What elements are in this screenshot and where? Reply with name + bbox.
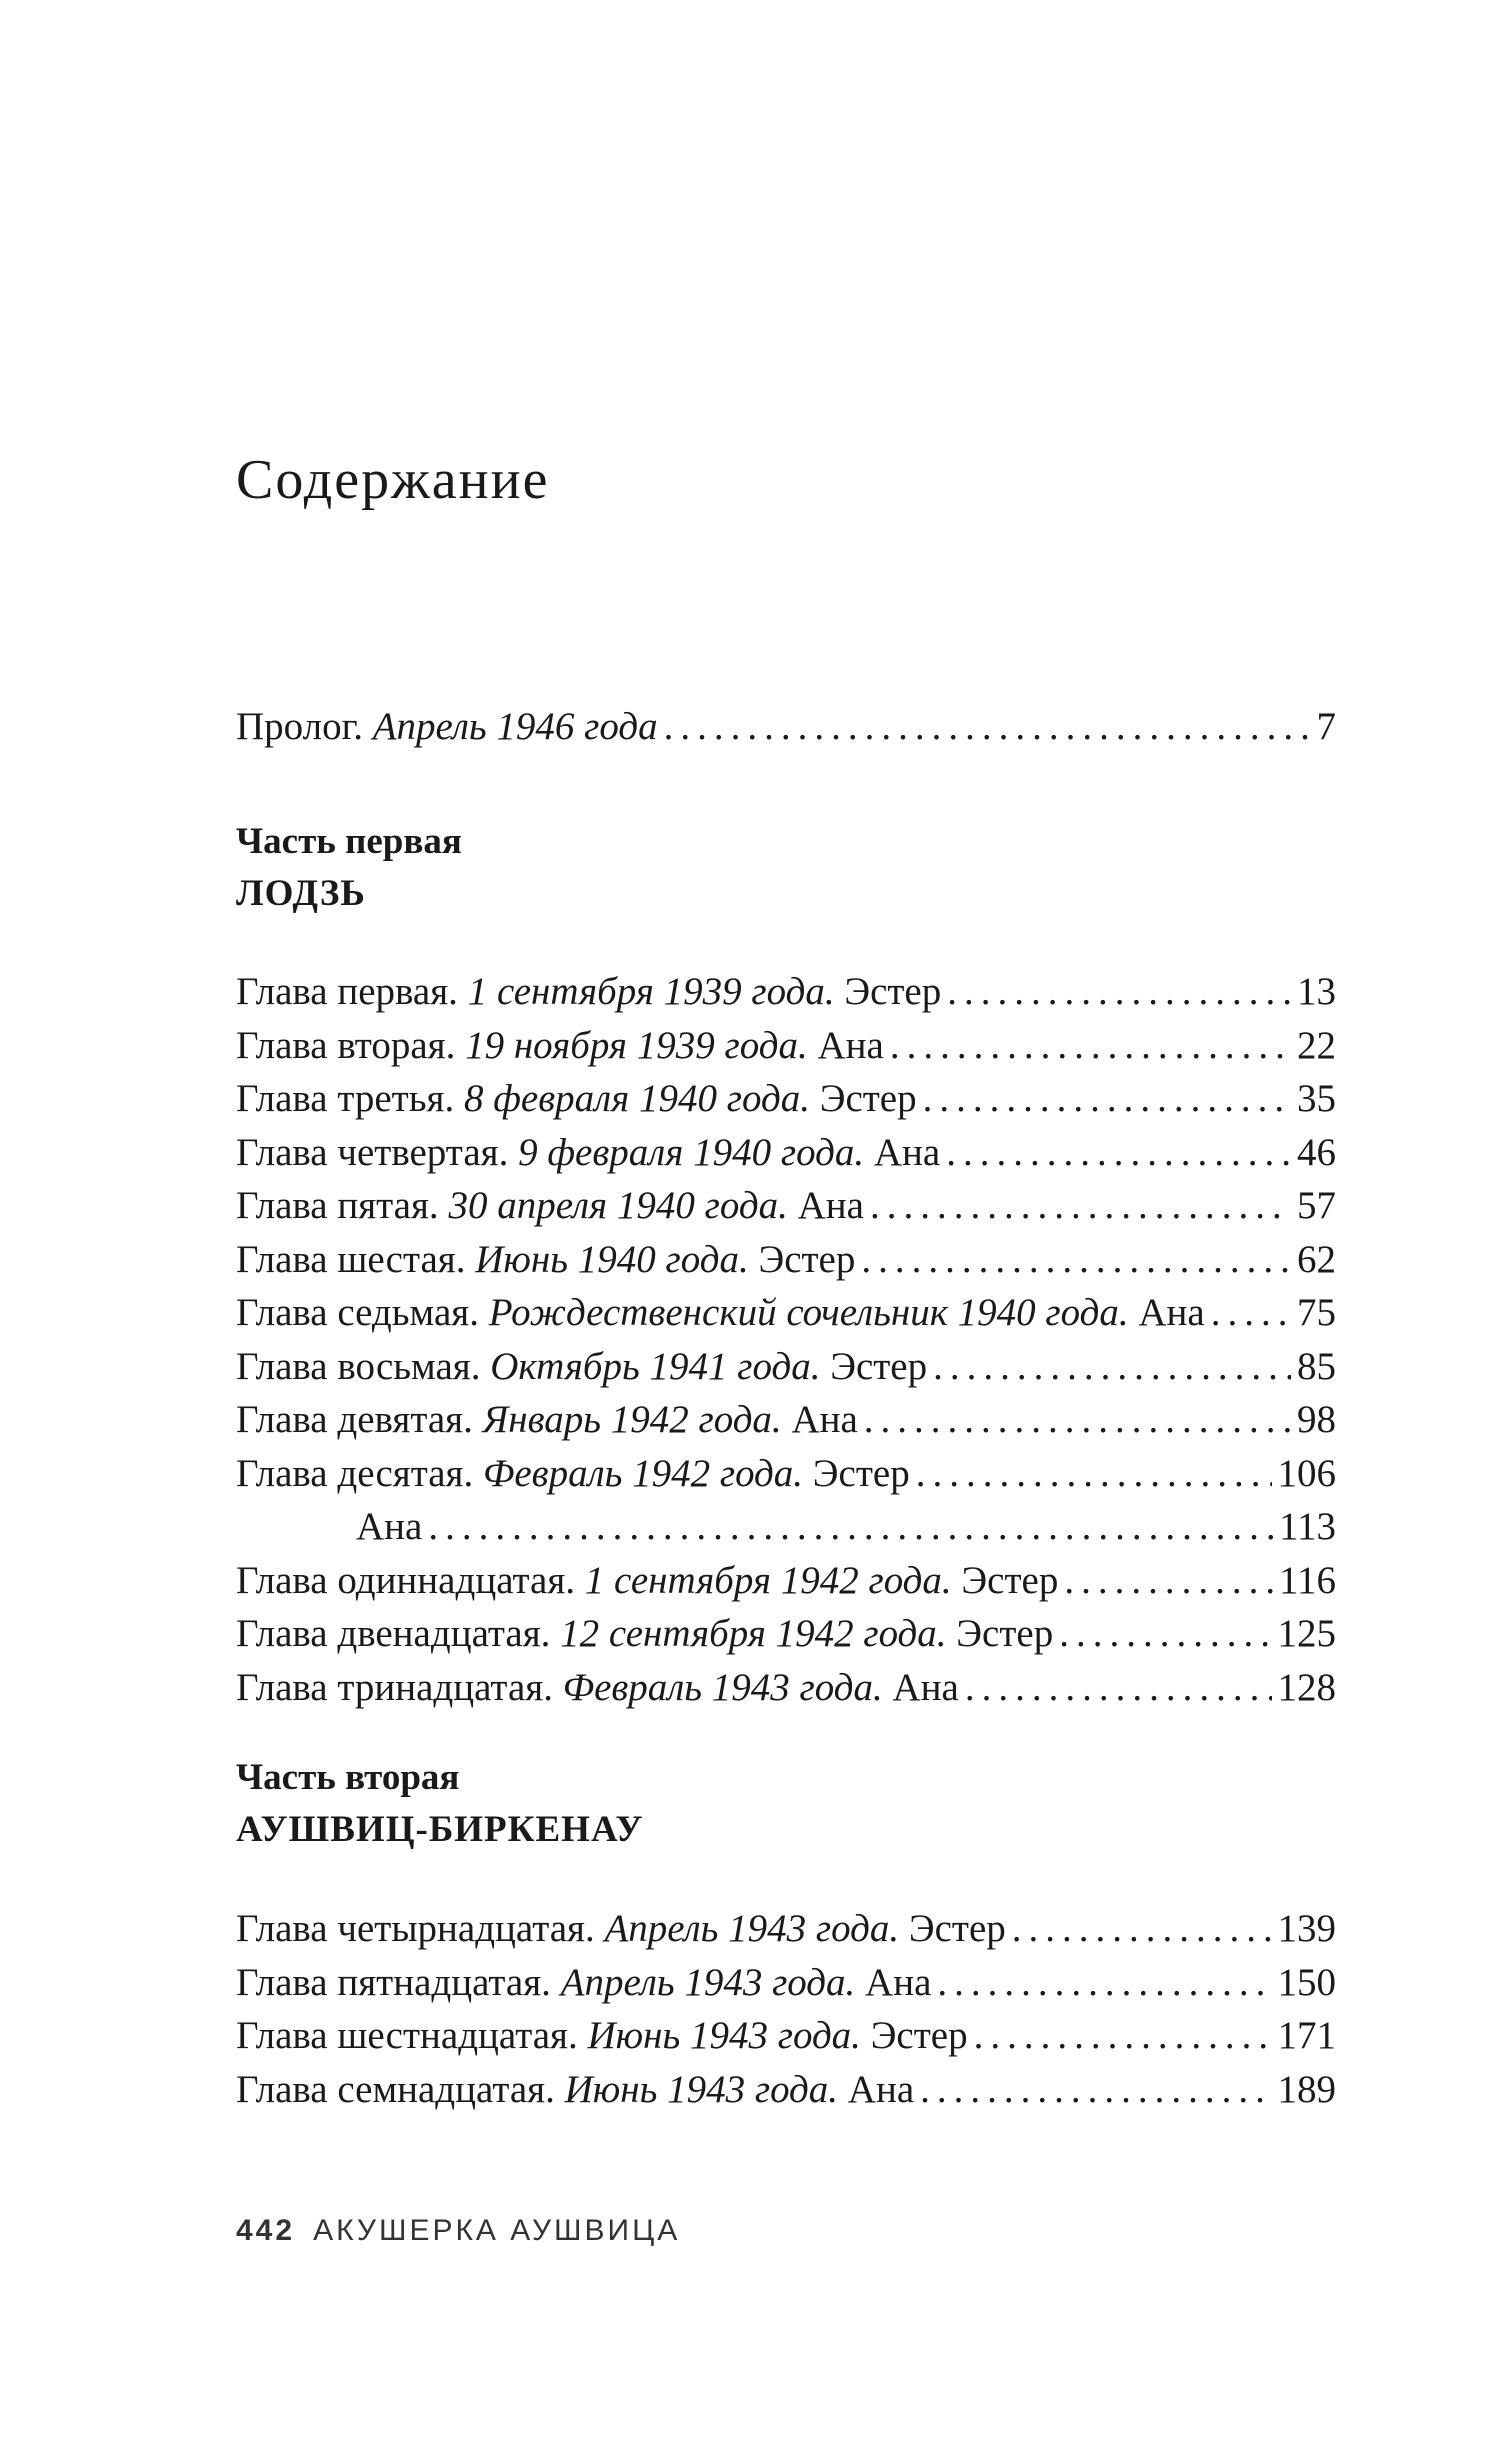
entry-page: 189 bbox=[1277, 2067, 1336, 2111]
dot-leader bbox=[946, 1126, 1291, 1180]
dot-leader bbox=[937, 1956, 1271, 2010]
entry-title bbox=[236, 1447, 910, 1501]
dot-leader bbox=[664, 700, 1311, 754]
entry-title bbox=[236, 1019, 884, 1073]
entry-page: 85 bbox=[1297, 1344, 1336, 1388]
entry-title bbox=[236, 1233, 855, 1287]
entry-date: Февраль 1942 года. bbox=[483, 1451, 804, 1495]
dot-leader bbox=[1064, 1554, 1273, 1608]
entry-suffix: Ана bbox=[817, 1023, 884, 1067]
entry-suffix: Эстер bbox=[956, 1612, 1054, 1655]
entry-label: Глава тринадцатая. bbox=[236, 1665, 553, 1709]
entry-suffix: Ана bbox=[873, 1130, 941, 1174]
entry-title bbox=[236, 1179, 864, 1233]
entry-date: Июнь 1943 года. bbox=[587, 2014, 861, 2057]
entry-suffix: Эстер bbox=[819, 1077, 917, 1120]
toc-entry[interactable] bbox=[236, 1072, 1336, 1126]
entry-title bbox=[236, 1286, 1205, 1340]
entry-suffix: Эстер bbox=[758, 1237, 856, 1281]
entry-page: 7 bbox=[1316, 705, 1336, 748]
entry-label: Глава девятая. bbox=[236, 1398, 473, 1441]
entry-label: Глава четырнадцатая. bbox=[236, 1907, 595, 1950]
entry-suffix: Эстер bbox=[908, 1907, 1006, 1950]
toc-entry[interactable] bbox=[236, 1019, 1336, 1073]
entry-date: Рождественский сочельник 1940 года. bbox=[488, 1291, 1129, 1334]
toc-entry-prologue[interactable] bbox=[236, 700, 1336, 754]
toc-entry[interactable] bbox=[236, 1233, 1336, 1287]
dot-leader bbox=[1059, 1607, 1271, 1661]
toc-entry[interactable] bbox=[236, 1447, 1336, 1501]
dot-leader bbox=[428, 1500, 1273, 1554]
prologue-section bbox=[236, 700, 1336, 754]
dot-leader bbox=[870, 1179, 1291, 1233]
page-footer bbox=[236, 2214, 680, 2248]
entry-label: Глава шестнадцатая. bbox=[236, 2014, 578, 2057]
entry-page: 125 bbox=[1277, 1612, 1336, 1655]
entry-date: Январь 1942 года. bbox=[482, 1398, 782, 1441]
entry-label: Пролог. bbox=[236, 705, 363, 748]
entry-title bbox=[236, 1340, 927, 1394]
entry-page: 98 bbox=[1297, 1398, 1336, 1441]
entry-page: 171 bbox=[1277, 2014, 1336, 2057]
entry-page: 106 bbox=[1277, 1451, 1336, 1495]
dot-leader bbox=[923, 1072, 1291, 1126]
toc-entry[interactable] bbox=[236, 1554, 1336, 1608]
entry-title bbox=[236, 1554, 1058, 1608]
entry-page: 46 bbox=[1297, 1130, 1336, 1174]
part2-header bbox=[236, 1752, 1336, 1856]
toc-entry[interactable] bbox=[236, 1179, 1336, 1233]
part1-header bbox=[236, 816, 1336, 920]
dot-leader bbox=[864, 1393, 1291, 1447]
entry-page: 113 bbox=[1278, 1505, 1336, 1548]
dot-leader bbox=[965, 1661, 1272, 1715]
toc-entry[interactable] bbox=[236, 1956, 1336, 2010]
entry-title bbox=[236, 1661, 959, 1715]
entry-suffix: Ана bbox=[892, 1665, 959, 1709]
entry-title bbox=[356, 1500, 422, 1554]
entry-page: 116 bbox=[1278, 1558, 1336, 1602]
toc-entry[interactable] bbox=[236, 1340, 1336, 1394]
entry-label: Глава первая. bbox=[236, 970, 458, 1013]
entry-label: Глава вторая. bbox=[236, 1023, 456, 1067]
part1-entries bbox=[236, 965, 1336, 1714]
entry-suffix: Ана bbox=[356, 1505, 423, 1548]
entry-page: 57 bbox=[1297, 1184, 1336, 1227]
entry-date: 19 ноября 1939 года. bbox=[465, 1023, 808, 1067]
entry-label: Глава третья. bbox=[236, 1077, 455, 1120]
entry-label: Глава четвертая. bbox=[236, 1130, 509, 1174]
entry-label: Глава восьмая. bbox=[236, 1344, 481, 1388]
entry-date: 8 февраля 1940 года. bbox=[463, 1077, 810, 1120]
entry-date: 1 сентября 1942 года. bbox=[584, 1558, 952, 1602]
part-name: АУШВИЦ-БИРКЕНАУ bbox=[236, 1809, 644, 1850]
entry-label: Глава одиннадцатая. bbox=[236, 1558, 576, 1602]
entry-date: 1 сентября 1939 года. bbox=[467, 970, 835, 1013]
entry-date: Октябрь 1941 года. bbox=[490, 1344, 821, 1388]
entry-page: 150 bbox=[1277, 1960, 1336, 2004]
part-name: ЛОДЗЬ bbox=[236, 873, 366, 914]
entry-date: Июнь 1943 года. bbox=[564, 2067, 839, 2111]
dot-leader bbox=[861, 1233, 1291, 1287]
entry-label: Глава семнадцатая. bbox=[236, 2067, 555, 2111]
toc-entry[interactable] bbox=[236, 1286, 1336, 1340]
entry-date: 9 февраля 1940 года. bbox=[518, 1130, 865, 1174]
entry-page: 13 bbox=[1297, 970, 1336, 1013]
entry-suffix: Ана bbox=[797, 1184, 864, 1227]
entry-page: 75 bbox=[1297, 1291, 1336, 1334]
toc-entry[interactable] bbox=[236, 1661, 1336, 1715]
footer-book-title: АКУШЕРКА АУШВИЦА bbox=[313, 2214, 681, 2247]
entry-label: Глава двенадцатая. bbox=[236, 1612, 551, 1655]
dot-leader bbox=[920, 2063, 1271, 2117]
entry-date: Апрель 1943 года. bbox=[604, 1907, 900, 1950]
entry-date: 12 сентября 1942 года. bbox=[560, 1612, 947, 1655]
entry-date: Июнь 1940 года. bbox=[475, 1237, 749, 1281]
entry-suffix: Эстер bbox=[961, 1558, 1059, 1602]
dot-leader bbox=[1012, 1902, 1272, 1956]
entry-suffix: Эстер bbox=[844, 970, 942, 1013]
entry-suffix: Ана bbox=[791, 1398, 858, 1441]
dot-leader bbox=[916, 1447, 1272, 1501]
entry-date: Апрель 1946 года bbox=[372, 705, 658, 748]
entry-label: Глава десятая. bbox=[236, 1451, 474, 1495]
part-label: Часть первая bbox=[236, 821, 462, 862]
entry-page: 139 bbox=[1277, 1907, 1336, 1950]
part2-entries bbox=[236, 1902, 1336, 2116]
entry-suffix: Ана bbox=[865, 1960, 932, 2004]
entry-label: Глава шестая. bbox=[236, 1237, 466, 1281]
entry-suffix: Эстер bbox=[870, 2014, 968, 2057]
entry-title bbox=[236, 1902, 1006, 1956]
toc-entry[interactable] bbox=[236, 2009, 1336, 2063]
toc-entry[interactable] bbox=[236, 1393, 1336, 1447]
toc-entry[interactable] bbox=[236, 2063, 1336, 2117]
entry-suffix: Ана bbox=[1138, 1291, 1205, 1334]
entry-date: 30 апреля 1940 года. bbox=[448, 1184, 788, 1227]
entry-page: 35 bbox=[1297, 1077, 1336, 1120]
entry-title bbox=[236, 700, 658, 754]
entry-page: 128 bbox=[1277, 1665, 1336, 1709]
dot-leader bbox=[933, 1340, 1291, 1394]
dot-leader bbox=[974, 2009, 1272, 2063]
entry-page: 62 bbox=[1297, 1237, 1336, 1281]
dot-leader bbox=[1211, 1286, 1291, 1340]
entry-title bbox=[236, 1072, 917, 1126]
entry-title bbox=[236, 1393, 858, 1447]
footer-page-number: 442 bbox=[236, 2214, 296, 2247]
entry-suffix: Ана bbox=[847, 2067, 915, 2111]
entry-suffix: Эстер bbox=[830, 1344, 928, 1388]
toc-entry[interactable] bbox=[236, 1607, 1336, 1661]
entry-title bbox=[236, 1956, 931, 2010]
entry-label: Глава пятнадцатая. bbox=[236, 1960, 551, 2004]
entry-suffix: Эстер bbox=[812, 1451, 910, 1495]
toc-entry[interactable] bbox=[236, 1902, 1336, 1956]
entry-date: Апрель 1943 года. bbox=[560, 1960, 856, 2004]
toc-entry[interactable] bbox=[236, 965, 1336, 1019]
dot-leader bbox=[890, 1019, 1291, 1073]
entry-label: Глава пятая. bbox=[236, 1184, 439, 1227]
entry-title bbox=[236, 2063, 914, 2117]
entry-title bbox=[236, 1607, 1053, 1661]
entry-title bbox=[236, 2009, 968, 2063]
entry-title bbox=[236, 1126, 940, 1180]
entry-date: Февраль 1943 года. bbox=[562, 1665, 883, 1709]
dot-leader bbox=[947, 965, 1291, 1019]
toc-entry[interactable] bbox=[236, 1500, 1336, 1554]
toc-entry[interactable] bbox=[236, 1126, 1336, 1180]
entry-page: 22 bbox=[1297, 1023, 1336, 1067]
page-title: Содержание bbox=[236, 449, 550, 511]
entry-title bbox=[236, 965, 941, 1019]
part-label: Часть вторая bbox=[236, 1757, 460, 1798]
entry-label: Глава седьмая. bbox=[236, 1291, 479, 1334]
